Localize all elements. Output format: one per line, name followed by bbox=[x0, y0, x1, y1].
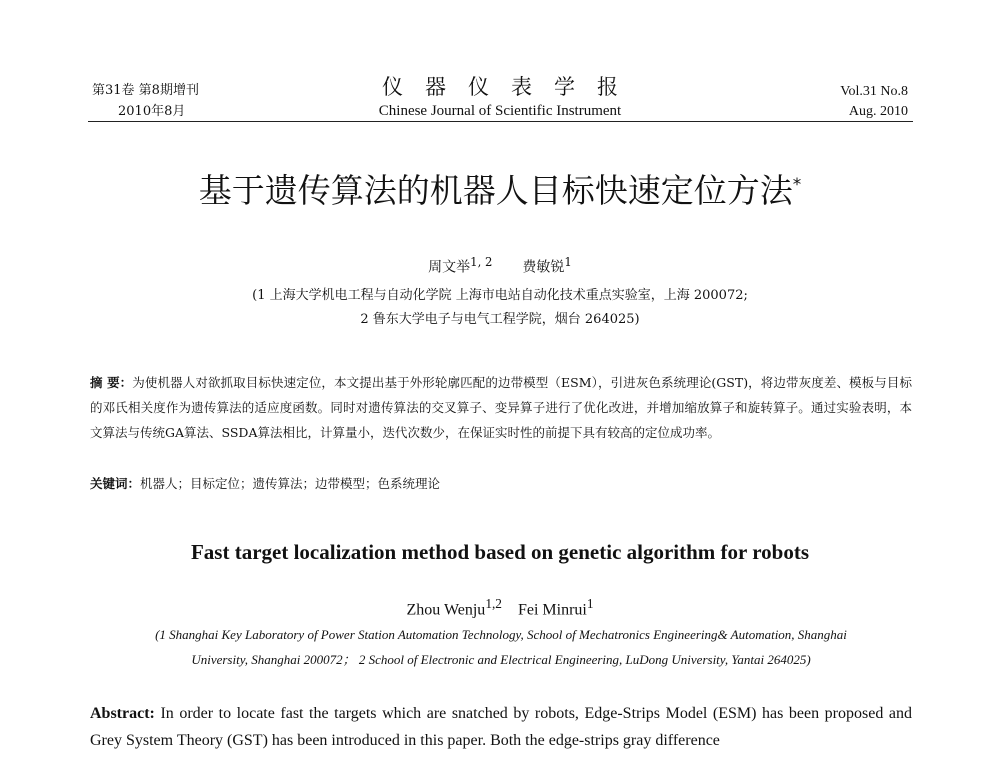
author-2-en-sup: 1 bbox=[586, 596, 594, 611]
abstract-en bbox=[90, 700, 912, 754]
header-divider bbox=[88, 121, 913, 122]
author-2-cn: 费敏锐 bbox=[522, 259, 565, 276]
affiliations-en bbox=[90, 622, 912, 672]
affiliation-en-1: (1 Shanghai Key Laboratory of Power Station Automation Technology, School of Mechatronics Engineering& Automation, Shanghai bbox=[155, 627, 847, 642]
keywords-cn-label: 关键词： bbox=[90, 476, 141, 491]
abstract-cn-text: 为使机器人对欲抓取目标快速定位，本文提出基于外形轮廓匹配的边带模型（ESM），引进灰色系统理论(GST)，将边带灰度差、模板与目标的邓氏相关度作为遗传算法的适应度函数。同时对遗传算法的交叉算子、变异算子进行了优化改进，并增加缩放算子和旋转算子。通过实验表明，本文算法与传统GA算法、SSDA算法相比，计算量小，迭代次数少，在保证实时性的前提下具有较高的定位成功率。 bbox=[90, 375, 912, 440]
date-cn: 2010年8月 bbox=[118, 104, 186, 119]
title-footnote-mark: * bbox=[792, 175, 802, 195]
author-1-en-sup: 1,2 bbox=[485, 596, 502, 611]
date-en: Aug. 2010 bbox=[848, 104, 908, 119]
affiliations-cn bbox=[0, 284, 1000, 332]
abstract-en-text: In order to locate fast the targets which are snatched by robots, Edge-Strips Model (ESM) has been proposed and Grey System Theory (GST) has been introduced in this paper. Both the edge-strips gray difference bbox=[90, 705, 912, 749]
author-1-cn-sup: 1, 2 bbox=[470, 255, 493, 269]
header-volume-en bbox=[840, 82, 908, 122]
keywords-cn-text: 机器人；目标定位；遗传算法；边带模型；色系统理论 bbox=[140, 476, 441, 491]
keywords-cn bbox=[90, 473, 912, 495]
abstract-cn-label: 摘 要： bbox=[90, 375, 133, 390]
author-1-cn: 周文举 bbox=[428, 259, 471, 276]
author-2-cn-sup: 1 bbox=[564, 255, 572, 269]
authors-en bbox=[0, 594, 1000, 620]
journal-name-en: Chinese Journal of Scientific Instrument bbox=[378, 103, 622, 119]
affiliation-cn-1: (1 上海大学机电工程与自动化学院 上海市电站自动化技术重点实验室，上海 200072; bbox=[252, 288, 748, 303]
author-2-en: Fei Minrui bbox=[517, 601, 587, 619]
affiliation-en-2: University, Shanghai 200072； 2 School of Electronic and Electrical Engineering, LuDong University, Yantai 264025) bbox=[191, 652, 811, 667]
abstract-en-label: Abstract: bbox=[90, 705, 155, 722]
authors-cn bbox=[0, 252, 1000, 278]
volume-issue-cn: 第31卷 第8期增刊 bbox=[92, 83, 199, 98]
journal-name-cn: 仪器仪表学报 bbox=[382, 75, 640, 99]
abstract-cn bbox=[90, 370, 912, 445]
title-cn-text: 基于遗传算法的机器人目标快速定位方法 bbox=[198, 171, 793, 210]
author-1-en: Zhou Wenju bbox=[406, 601, 486, 619]
paper-title-en: Fast target localization method based on genetic algorithm for robots bbox=[190, 540, 810, 564]
affiliation-cn-2: 2 鲁东大学电子与电气工程学院，烟台 264025) bbox=[360, 312, 640, 327]
volume-issue-en: Vol.31 No.8 bbox=[840, 84, 908, 99]
paper-title-cn bbox=[0, 163, 1000, 213]
